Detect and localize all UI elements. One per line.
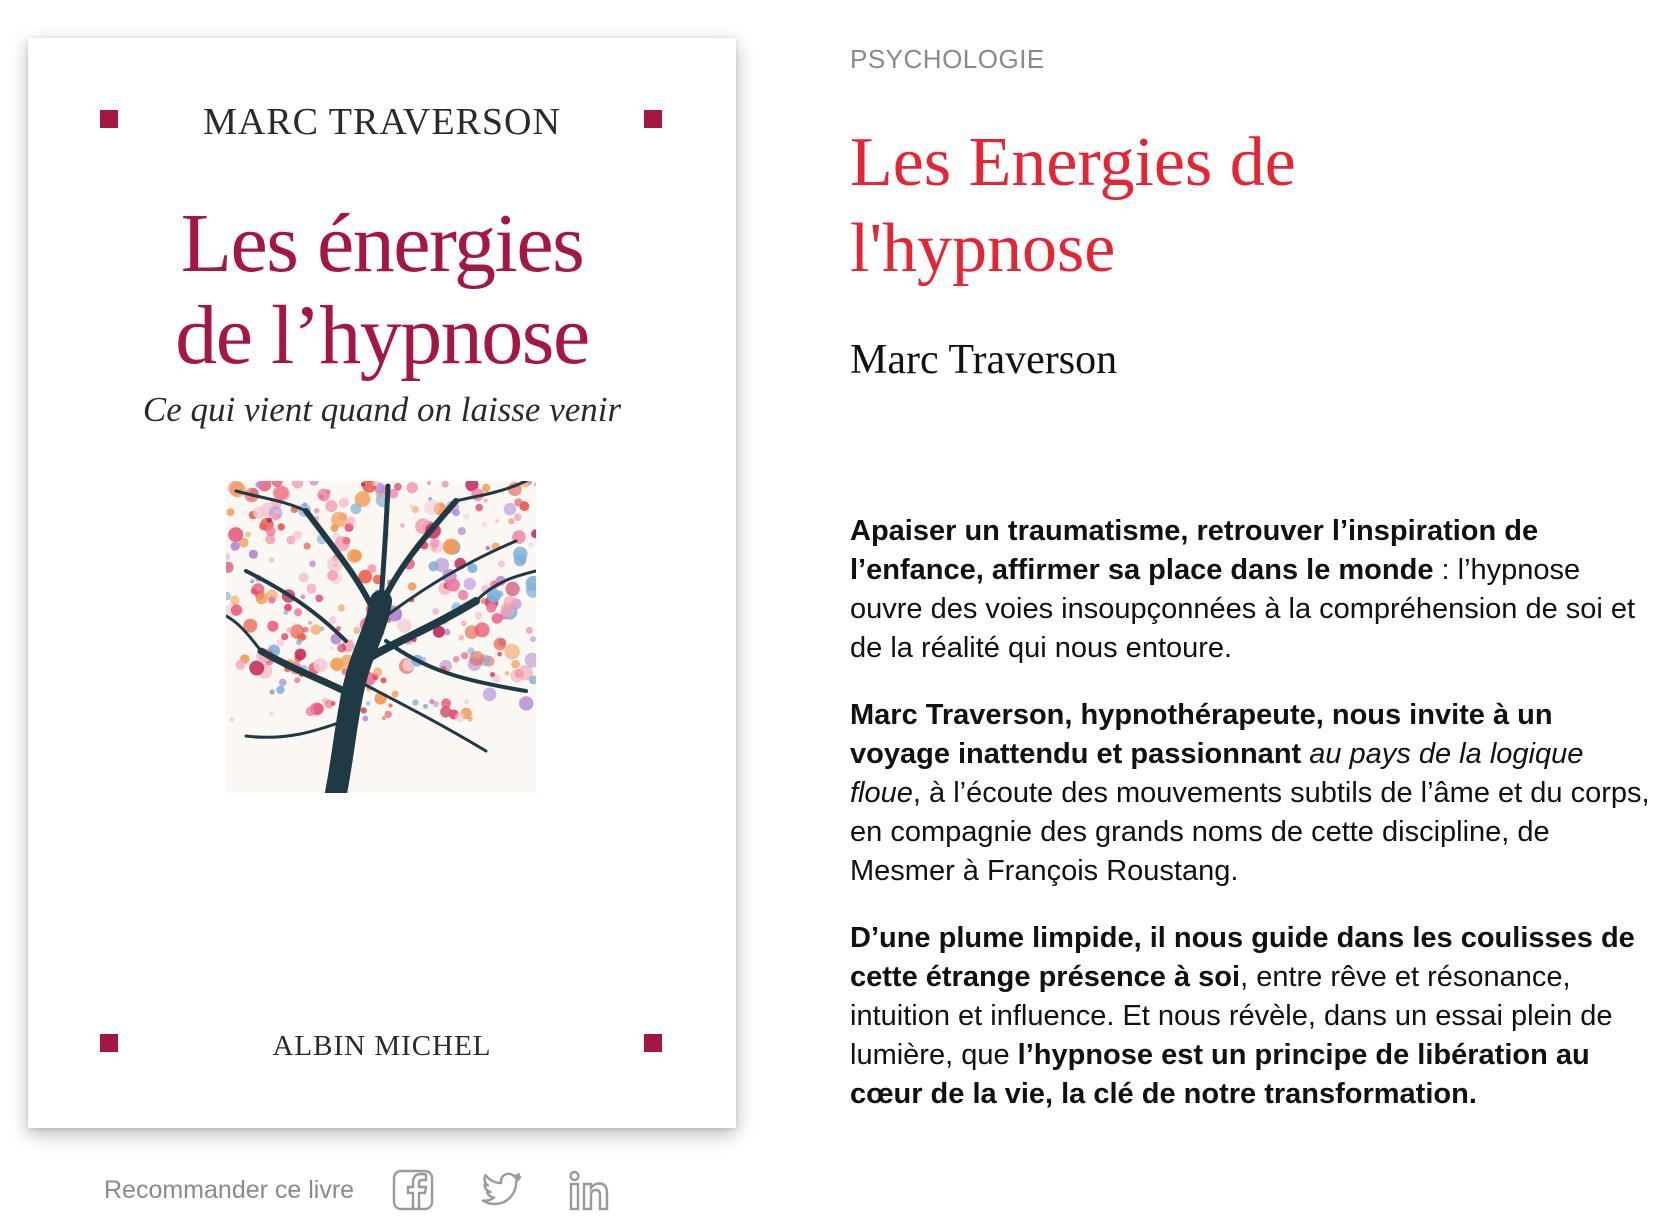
tree-painting-image bbox=[226, 481, 536, 793]
blossom-dot bbox=[231, 604, 242, 615]
blossom-dot bbox=[510, 669, 523, 682]
blossom-dot bbox=[231, 542, 240, 551]
blossom-dot bbox=[392, 691, 399, 698]
blossom-dot bbox=[272, 513, 280, 521]
blossom-dot bbox=[367, 564, 376, 573]
description-bold: l’hypnose est un principe de libération au cœur de la vie, la clé de notre transformation. bbox=[850, 1039, 1590, 1110]
share-bar bbox=[104, 1166, 654, 1214]
blossom-dot bbox=[309, 560, 316, 567]
blossom-dot bbox=[464, 699, 469, 704]
blossom-dot bbox=[519, 696, 533, 710]
blossom-dot bbox=[520, 501, 530, 511]
blossom-dot bbox=[253, 506, 265, 518]
description-bold: Marc Traverson, hypnothérapeute, nous invite à un voyage inattendu et passionnant bbox=[850, 699, 1553, 770]
blossom-dot bbox=[301, 595, 306, 600]
recommend-label[interactable]: Recommander ce livre bbox=[104, 1175, 355, 1204]
blossom-dot bbox=[294, 608, 302, 616]
blossom-dot bbox=[389, 704, 393, 708]
blossom-dot bbox=[304, 543, 311, 550]
blossom-dot bbox=[494, 638, 507, 651]
blossom-dot bbox=[504, 644, 520, 660]
blossom-dot bbox=[428, 561, 438, 571]
blossom-dot bbox=[514, 513, 522, 521]
blossom-dot bbox=[530, 636, 536, 642]
blossom-dot bbox=[230, 482, 246, 498]
blossom-dot bbox=[495, 519, 499, 523]
blossom-dot bbox=[453, 656, 460, 663]
blossom-dot bbox=[228, 527, 243, 542]
cover-title-line: Les énergies bbox=[180, 197, 584, 290]
blossom-dot bbox=[458, 590, 468, 600]
blossom-dot bbox=[286, 536, 295, 545]
blossom-dot bbox=[286, 627, 291, 632]
blossom-dot bbox=[325, 500, 337, 512]
blossom-dot bbox=[447, 578, 460, 591]
blossom-dot bbox=[514, 554, 526, 566]
blossom-dot bbox=[337, 644, 346, 653]
blossom-dot bbox=[464, 578, 476, 590]
blossom-dot bbox=[442, 481, 449, 488]
blossom-dot bbox=[297, 633, 306, 642]
blossom-dot bbox=[483, 688, 497, 702]
blossom-dot bbox=[278, 523, 285, 530]
book-title: Les Energies de l'hypnose bbox=[850, 124, 1296, 287]
blossom-dot bbox=[267, 621, 278, 632]
blossom-dot bbox=[397, 618, 411, 632]
blossom-dot bbox=[303, 627, 309, 633]
blossom-dot bbox=[235, 660, 245, 670]
blossom-dot bbox=[400, 523, 405, 528]
blossom-dot bbox=[492, 613, 503, 624]
book-category: PSYCHOLOGIE bbox=[850, 44, 1045, 74]
blossom-dot bbox=[433, 701, 439, 707]
blossom-dot bbox=[486, 546, 490, 550]
blossom-dot bbox=[441, 698, 451, 708]
twitter-icon[interactable] bbox=[478, 1167, 524, 1213]
cover-publisher: ALBIN MICHEL bbox=[272, 1030, 492, 1062]
blossom-dot bbox=[463, 513, 469, 519]
blossom-dot bbox=[275, 486, 290, 501]
blossom-dot bbox=[250, 579, 254, 583]
blossom-dot bbox=[361, 707, 367, 713]
blossom-dot bbox=[529, 542, 534, 547]
blossom-dot bbox=[318, 489, 330, 501]
blossom-dot bbox=[486, 603, 496, 613]
blossom-dot bbox=[498, 560, 505, 567]
blossom-dot bbox=[471, 655, 475, 659]
blossom-dot bbox=[266, 527, 276, 537]
blossom-dot bbox=[423, 704, 428, 709]
blossom-dot bbox=[361, 482, 365, 486]
blossom-dot bbox=[350, 550, 362, 562]
blossom-dot bbox=[245, 531, 251, 537]
blossom-dot bbox=[256, 593, 268, 605]
blossom-dot bbox=[339, 498, 349, 508]
blossom-dot bbox=[269, 689, 274, 694]
blossom-dot bbox=[526, 627, 533, 634]
blossom-dot bbox=[295, 649, 307, 661]
blossom-dot bbox=[481, 598, 487, 604]
blossom-dot bbox=[459, 635, 465, 641]
blossom-dot bbox=[329, 616, 337, 624]
blossom-dot bbox=[306, 707, 315, 716]
blossom-dot bbox=[503, 596, 516, 609]
blossom-dot bbox=[311, 624, 322, 635]
description-paragraph bbox=[850, 919, 1650, 1114]
blossom-dot bbox=[269, 712, 274, 717]
blossom-dot bbox=[267, 518, 272, 523]
blossom-dot bbox=[475, 612, 483, 620]
blossom-dot bbox=[363, 716, 369, 722]
blossom-dot bbox=[299, 572, 309, 582]
linkedin-icon[interactable] bbox=[566, 1167, 612, 1213]
blossom-dot bbox=[475, 504, 483, 512]
description-paragraph bbox=[850, 512, 1650, 668]
blossom-dot bbox=[424, 499, 440, 515]
blossom-dot bbox=[443, 539, 459, 555]
blossom-dot bbox=[338, 604, 345, 611]
blossom-dot bbox=[505, 582, 519, 596]
blossom-dot bbox=[268, 597, 275, 604]
blossom-dot bbox=[327, 570, 338, 581]
blossom-dot bbox=[277, 639, 285, 647]
blossom-dot bbox=[331, 512, 347, 528]
blossom-dot bbox=[366, 701, 371, 706]
blossom-dot bbox=[455, 712, 465, 722]
blossom-dot bbox=[276, 686, 284, 694]
blossom-dot bbox=[294, 677, 300, 683]
description-text: : l’hypnose ouvre des voies insoupçonnées à la compréhension de soi et de la réalité qui nous entoure. bbox=[850, 554, 1636, 664]
blossom-dot bbox=[330, 658, 343, 671]
description-bold: Apaiser un traumatisme, retrouver l’inspiration de l’enfance, affirmer sa place dans le monde bbox=[850, 515, 1539, 586]
blossom-dot bbox=[381, 677, 387, 683]
cover-title-line: de l’hypnose bbox=[175, 289, 589, 382]
blossom-dot bbox=[281, 633, 288, 640]
blossom-dot bbox=[497, 652, 502, 657]
blossom-dot bbox=[283, 610, 288, 615]
blossom-dot bbox=[409, 504, 414, 509]
blossom-dot bbox=[385, 711, 392, 718]
cover-title bbox=[28, 198, 736, 382]
blossom-dot bbox=[505, 671, 510, 676]
blossom-dot bbox=[490, 672, 495, 677]
blossom-dot bbox=[465, 625, 479, 639]
blossom-dot bbox=[508, 518, 514, 524]
blossom-dot bbox=[314, 508, 319, 513]
blossom-dot bbox=[484, 499, 488, 503]
blossom-dot bbox=[432, 608, 439, 615]
blossom-dot bbox=[353, 627, 360, 634]
blossom-dot bbox=[331, 701, 336, 706]
blossom-dot bbox=[329, 646, 333, 650]
blossom-dot bbox=[407, 482, 418, 493]
blossom-dot bbox=[511, 660, 520, 669]
blossom-dot bbox=[504, 503, 517, 516]
blossom-dot bbox=[306, 584, 316, 594]
description-bold: D’une plume limpide, il nous guide dans les coulisses de cette étrange présence à soi bbox=[850, 922, 1635, 993]
blossom-dot bbox=[251, 588, 257, 594]
blossom-dot bbox=[269, 557, 274, 562]
blossom-dot bbox=[315, 595, 323, 603]
blossom-dot bbox=[408, 582, 417, 591]
blossom-dot bbox=[350, 503, 361, 514]
tree-painting-svg bbox=[226, 481, 536, 793]
blossom-dot bbox=[412, 699, 418, 705]
description-italic: au pays de la logique floue bbox=[850, 738, 1584, 809]
blossom-dot bbox=[227, 508, 235, 516]
blossom-dot bbox=[461, 621, 467, 627]
blossom-dot bbox=[249, 550, 258, 559]
blossom-dot bbox=[255, 482, 261, 488]
blossom-dot bbox=[230, 717, 234, 721]
blossom-dot bbox=[482, 484, 490, 492]
description-text: , entre rêve et résonance, intuition et influence. Et nous révèle, dans un essai plein de lumière, que bbox=[850, 961, 1613, 1071]
description-text: , à l’écoute des mouvements subtils de l’âme et du corps, en compagnie des grands noms de cette discipline, de Mesmer à François Roustang. bbox=[850, 777, 1650, 887]
facebook-icon[interactable] bbox=[390, 1167, 436, 1213]
blossom-dot bbox=[482, 522, 488, 528]
cover-author: MARC TRAVERSON bbox=[203, 101, 561, 143]
blossom-dot bbox=[461, 652, 468, 659]
blossom-dot bbox=[347, 516, 356, 525]
blossom-dot bbox=[308, 621, 312, 625]
book-description bbox=[850, 512, 1650, 1142]
blossom-dot bbox=[430, 538, 439, 547]
book-cover bbox=[28, 38, 736, 1128]
blossom-dot bbox=[458, 527, 466, 535]
description-paragraph bbox=[850, 696, 1650, 891]
blossom-dot bbox=[279, 679, 287, 687]
blossom-dot bbox=[313, 658, 327, 672]
blossom-dot bbox=[230, 596, 239, 605]
book-author: Marc Traverson bbox=[850, 337, 1118, 383]
cover-subtitle: Ce qui vient quand on laisse venir bbox=[142, 390, 622, 429]
